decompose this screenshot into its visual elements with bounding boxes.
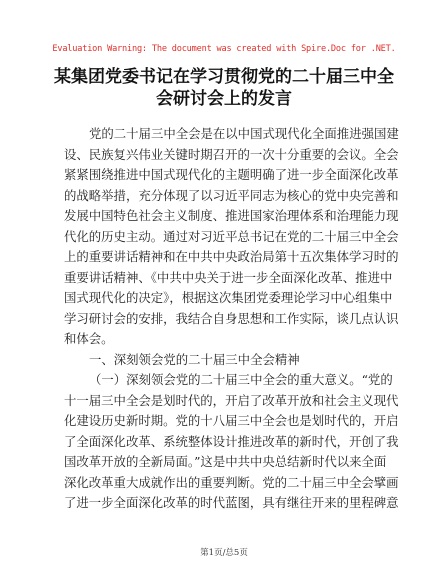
document-body [64, 124, 399, 514]
body-line: 化建设历史新时期。党的十八届三中全会也是划时代的，开启 [64, 413, 399, 428]
body-line: 十一届三中全会是划时代的，开启了改革开放和社会主义现代 [64, 392, 399, 408]
page-number-footer: 第1页/总5页 [200, 548, 248, 558]
body-line: 深化改革重大成就作出的重要判断。党的二十届三中全会擘画 [64, 474, 399, 490]
body-line: 上的重要讲话精神和在中共中央政治局第十五次集体学习时的 [64, 249, 399, 264]
title-line-2: 会研讨会上的发言 [156, 89, 292, 109]
document-title [50, 66, 398, 110]
title-line-1: 某集团党委书记在学习贯彻党的二十届三中全 [54, 67, 394, 87]
body-line: 设、民族复兴伟业关键时期召开的一次十分重要的会议。全会 [64, 146, 399, 162]
body-line: 的战略举措，充分体现了以习近平同志为核心的党中央完善和 [64, 187, 399, 203]
body-line: 紧紧围绕推进中国式现代化的主题明确了进一步全面深化改革 [64, 167, 399, 182]
evaluation-warning: Evaluation Warning: The document was created with Spire.Doc for .NET. [52, 44, 396, 54]
body-line: 了进一步全面深化改革的时代蓝图，具有继往开来的里程碑意 [64, 495, 399, 510]
body-line: 党的二十届三中全会是在以中国式现代化全面推进强国建 [89, 126, 399, 141]
body-line: 了全面深化改革、系统整体设计推进改革的新时代，开创了我 [64, 433, 399, 449]
body-line: （一）深刻领会党的二十届三中全会的重大意义。“党的 [89, 372, 393, 387]
body-line: 重要讲话精神、《中共中央关于进一步全面深化改革、推进中 [64, 269, 393, 285]
body-line: 学习研讨会的安排，我结合自身思想和工作实际，谈几点认识 [64, 310, 399, 326]
body-line: 国改革开放的全新局面。”这是中共中央总结新时代以来全面 [64, 454, 387, 469]
body-line: 国式现代化的决定》，根据这次集团党委理论学习中心组集中 [64, 290, 393, 305]
body-line: 代化的历史主动。通过对习近平总书记在党的二十届三中全会 [64, 228, 399, 244]
body-line: 和体会。 [64, 331, 114, 346]
section-heading: 一、深刻领会党的二十届三中全会精神 [89, 351, 300, 367]
body-line: 发展中国特色社会主义制度、推进国家治理体系和治理能力现 [64, 208, 399, 223]
